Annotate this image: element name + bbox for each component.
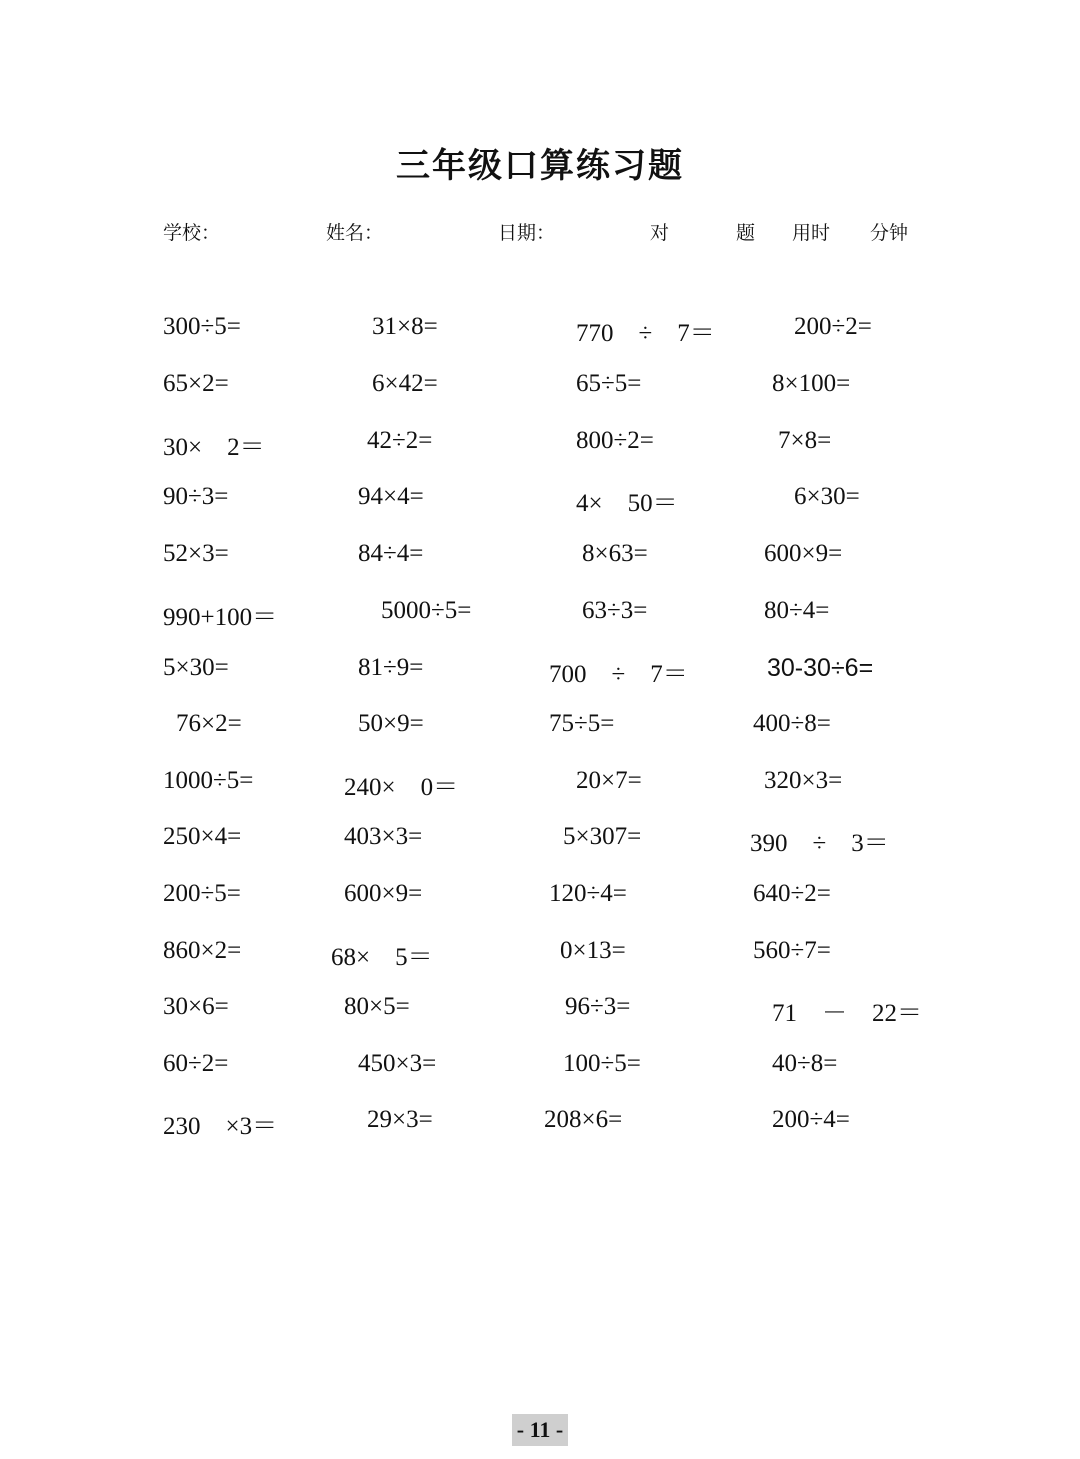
problem: 50×9= (358, 710, 424, 737)
problem: 60÷2= (163, 1050, 229, 1077)
name-label: 姓名： (326, 222, 384, 244)
problem-row (0, 597, 1080, 637)
worksheet-title: 三年级口算练习题 (396, 146, 684, 186)
date-label: 日期： (498, 222, 556, 244)
correct-label: 对 (650, 222, 670, 244)
problem-row (0, 313, 1080, 353)
page-number: - 11 - (512, 1414, 568, 1446)
problem-row (0, 1050, 1080, 1090)
problem: 31×8= (372, 313, 438, 340)
problem: 800÷2= (576, 427, 654, 454)
problem: 8×63= (582, 540, 648, 567)
problem: 560÷7= (753, 937, 831, 964)
problem: 240× 0＝ (344, 774, 459, 801)
problem: 700 ÷ 7＝ (549, 661, 688, 688)
problem: 770 ÷ 7＝ (576, 320, 715, 347)
school-label: 学校： (163, 222, 221, 244)
problem: 0×13= (560, 937, 626, 964)
time-used-label: 用时 (792, 222, 831, 244)
problem: 450×3= (358, 1050, 437, 1077)
problem: 990+100＝ (163, 604, 278, 631)
problem-row (0, 823, 1080, 863)
problem: 29×3= (367, 1106, 433, 1133)
problem: 250×4= (163, 823, 242, 850)
problem: 600×9= (764, 540, 843, 567)
problem: 120÷4= (549, 880, 627, 907)
problem: 200÷4= (772, 1106, 850, 1133)
problem: 80÷4= (764, 597, 830, 624)
problem: 320×3= (764, 767, 843, 794)
problem: 100÷5= (563, 1050, 641, 1077)
problem: 400÷8= (753, 710, 831, 737)
problem: 403×3= (344, 823, 423, 850)
problem: 80×5= (344, 993, 410, 1020)
problem: 1000÷5= (163, 767, 254, 794)
problem: 30-30÷6= (767, 654, 874, 682)
problem: 300÷5= (163, 313, 241, 340)
problem: 65×2= (163, 370, 229, 397)
problem-row (0, 937, 1080, 977)
problem-row (0, 880, 1080, 920)
problem: 75÷5= (549, 710, 615, 737)
minutes-label: 分钟 (870, 222, 909, 244)
problem: 68× 5＝ (331, 944, 433, 971)
problem: 71 － 22＝ (772, 1000, 923, 1027)
problem-row (0, 370, 1080, 410)
problem: 640÷2= (753, 880, 831, 907)
problem: 5000÷5= (381, 597, 472, 624)
problem-row (0, 427, 1080, 467)
problem: 76×2= (176, 710, 242, 737)
problem: 7×8= (778, 427, 832, 454)
questions-label: 题 (736, 222, 756, 244)
problem: 30× 2＝ (163, 434, 265, 461)
problem: 63÷3= (582, 597, 648, 624)
problem: 4× 50＝ (576, 490, 678, 517)
problem: 40÷8= (772, 1050, 838, 1077)
problem: 390 ÷ 3＝ (750, 830, 889, 857)
problem-row (0, 710, 1080, 750)
problem: 230 ×3＝ (163, 1113, 278, 1140)
problem: 8×100= (772, 370, 851, 397)
problem: 94×4= (358, 483, 424, 510)
problem-row (0, 540, 1080, 580)
problem-row (0, 993, 1080, 1033)
problem: 52×3= (163, 540, 229, 567)
problem: 208×6= (544, 1106, 623, 1133)
problem-row (0, 767, 1080, 807)
problem: 42÷2= (367, 427, 433, 454)
problem: 90÷3= (163, 483, 229, 510)
problem: 96÷3= (565, 993, 631, 1020)
problem: 200÷5= (163, 880, 241, 907)
problem: 20×7= (576, 767, 642, 794)
problem: 81÷9= (358, 654, 424, 681)
problem: 6×42= (372, 370, 438, 397)
problem-row (0, 483, 1080, 523)
problem: 65÷5= (576, 370, 642, 397)
problem: 30×6= (163, 993, 229, 1020)
problem: 600×9= (344, 880, 423, 907)
problem-row (0, 654, 1080, 694)
problem-row (0, 1106, 1080, 1146)
problem: 860×2= (163, 937, 242, 964)
problem: 5×307= (563, 823, 642, 850)
problem: 5×30= (163, 654, 229, 681)
problem: 200÷2= (794, 313, 872, 340)
problem: 84÷4= (358, 540, 424, 567)
problem: 6×30= (794, 483, 860, 510)
